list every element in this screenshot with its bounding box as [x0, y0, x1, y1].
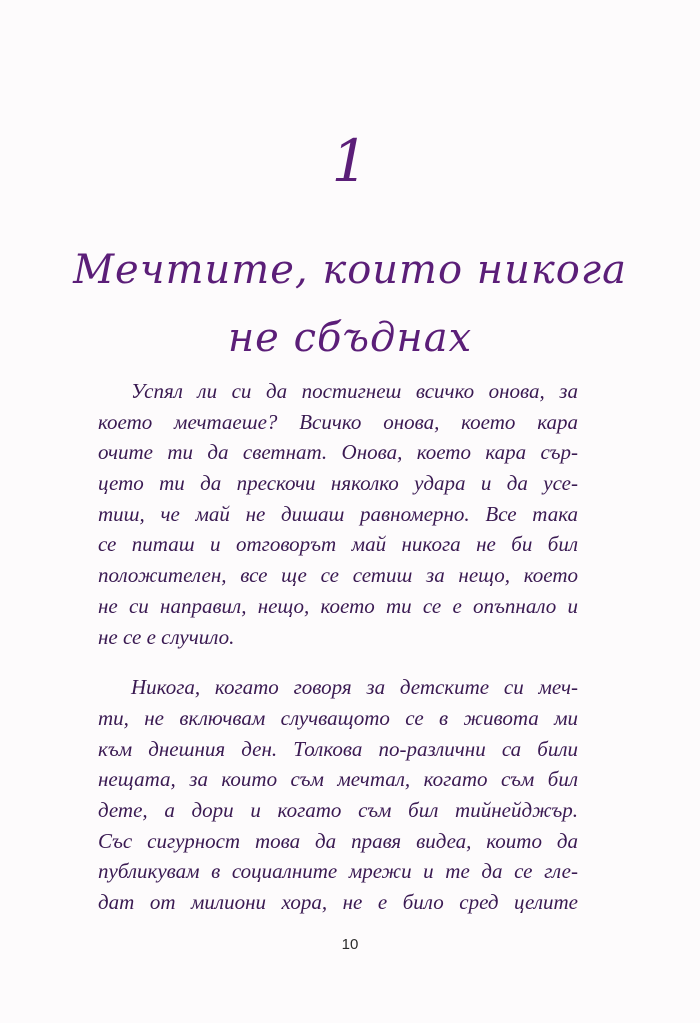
text-line: не си направил, нещо, което ти се е опъпнало и [98, 593, 578, 618]
paragraph-gap [98, 652, 578, 672]
page-number: 10 [341, 936, 359, 953]
chapter-body [98, 376, 578, 918]
text-line: което мечтаеше? Всичко онова, което кара [98, 409, 578, 434]
chapter-title [60, 236, 640, 372]
text-line: дат от милиони хора, не е било сред целите [98, 890, 578, 914]
text-line: Успял ли си да постигнеш всичко онова, за [131, 379, 578, 403]
text-line: публикувам в социалните мрежи и те да се гле- [98, 859, 578, 884]
paragraph-1 [98, 376, 578, 652]
text-line: очите ти да светнат. Онова, което кара сър- [98, 440, 578, 465]
text-line: към днешния ден. Толкова по-различни са били [98, 736, 578, 761]
text-line: се питаш и отговорът май никога не би бил [98, 532, 578, 557]
text-line: Със сигурност това да правя видеа, които да [98, 828, 578, 853]
chapter-title-line-2: не сбъднах [227, 315, 473, 361]
text-line: тиш, че май не дишаш равномерно. Все така [98, 501, 578, 526]
text-line: не се е случило. [98, 624, 235, 649]
text-line: дете, а дори и когато съм бил тийнейджър. [98, 797, 578, 822]
text-line: ти, не включвам случващото се в живота ми [98, 705, 578, 730]
text-line: цето ти да прескочи няколко удара и да усе- [98, 471, 578, 496]
text-line: нещата, за които съм мечтал, когато съм бил [98, 767, 578, 792]
chapter-title-line-1: Мечтите, които никога [73, 247, 627, 293]
paragraph-2 [98, 672, 578, 918]
text-line: Никога, когато говоря за детските си меч- [131, 675, 578, 700]
chapter-number: 1 [331, 127, 369, 195]
text-line: положителен, все ще се сетиш за нещо, което [98, 563, 578, 588]
